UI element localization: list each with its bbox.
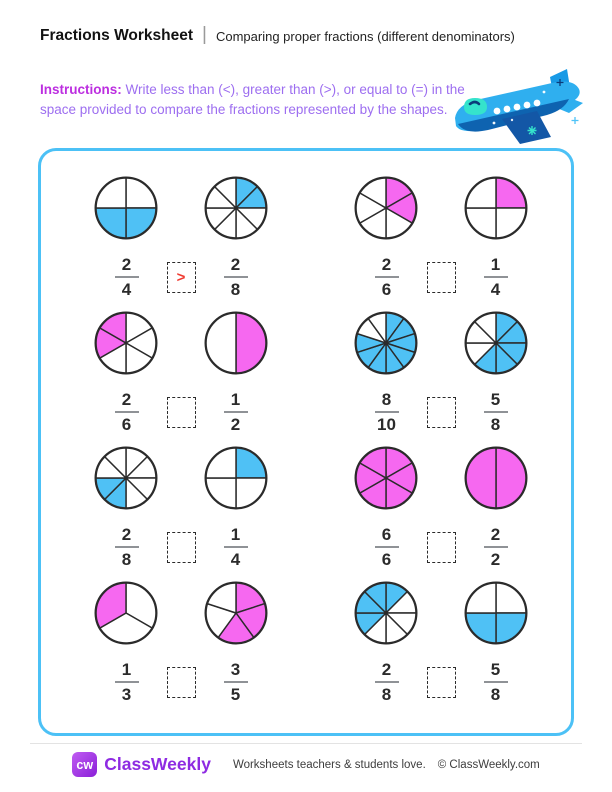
problem-cell xyxy=(51,310,311,445)
numerator: 5 xyxy=(490,660,501,679)
left-fraction xyxy=(370,391,404,433)
fraction-circles xyxy=(93,445,269,511)
numerator: 2 xyxy=(381,255,392,274)
right-pie-circle xyxy=(203,175,269,241)
fraction-bar xyxy=(375,681,399,683)
page-title: Fractions Worksheet xyxy=(40,27,194,44)
right-pie-circle xyxy=(203,310,269,376)
left-fraction xyxy=(110,256,144,298)
denominator: 5 xyxy=(230,685,241,704)
footer-copyright: © ClassWeekly.com xyxy=(437,758,540,771)
left-fraction xyxy=(370,661,404,703)
fraction-comparison-row xyxy=(110,391,253,433)
left-fraction xyxy=(110,391,144,433)
denominator: 10 xyxy=(377,415,396,434)
numerator: 3 xyxy=(230,660,241,679)
left-pie-circle xyxy=(353,580,419,646)
instructions-label: Instructions: xyxy=(40,81,122,97)
right-fraction xyxy=(479,526,513,568)
fraction-bar xyxy=(375,276,399,278)
pie-slice xyxy=(236,313,266,374)
right-fraction xyxy=(479,391,513,433)
right-fraction xyxy=(219,256,253,298)
airplane-icon xyxy=(450,68,590,158)
left-fraction xyxy=(110,661,144,703)
footer-divider xyxy=(30,743,582,744)
fraction-bar xyxy=(224,546,248,548)
right-pie-circle xyxy=(463,310,529,376)
right-pie-circle xyxy=(203,445,269,511)
fraction-comparison-row xyxy=(110,661,253,703)
classweekly-logo-icon: cw xyxy=(72,752,97,777)
page-header xyxy=(40,26,515,46)
numerator: 5 xyxy=(490,390,501,409)
numerator: 1 xyxy=(230,390,241,409)
denominator: 2 xyxy=(230,415,241,434)
right-pie-circle xyxy=(463,445,529,511)
pie-slice xyxy=(496,448,526,509)
answer-box[interactable] xyxy=(167,667,196,698)
answer-box[interactable] xyxy=(427,262,456,293)
left-pie-circle xyxy=(353,445,419,511)
numerator: 2 xyxy=(490,525,501,544)
fraction-bar xyxy=(115,411,139,413)
denominator: 6 xyxy=(381,280,392,299)
numerator: 2 xyxy=(121,255,132,274)
denominator: 8 xyxy=(490,415,501,434)
right-fraction xyxy=(219,526,253,568)
fraction-bar xyxy=(484,276,508,278)
left-pie-circle xyxy=(93,580,159,646)
denominator: 6 xyxy=(381,550,392,569)
answer-box[interactable] xyxy=(427,667,456,698)
fraction-bar xyxy=(224,411,248,413)
right-fraction xyxy=(219,661,253,703)
denominator: 4 xyxy=(230,550,241,569)
fraction-comparison-row xyxy=(110,526,253,568)
fraction-circles xyxy=(93,310,269,376)
denominator: 8 xyxy=(381,685,392,704)
numerator: 6 xyxy=(381,525,392,544)
fraction-bar xyxy=(375,546,399,548)
fraction-circles xyxy=(93,175,269,241)
left-pie-circle xyxy=(93,175,159,241)
numerator: 1 xyxy=(230,525,241,544)
right-pie-circle xyxy=(203,580,269,646)
fraction-circles xyxy=(353,310,529,376)
fraction-comparison-row xyxy=(110,256,253,298)
pie-slice xyxy=(206,313,236,374)
fraction-comparison-row xyxy=(370,391,513,433)
instructions-body: Write less than (<), greater than (>), or equal to (=) in the space provided to compare the fractions represented by the shapes. xyxy=(40,81,465,117)
page-subtitle: Comparing proper fractions (different denominators) xyxy=(215,28,515,44)
denominator: 2 xyxy=(490,550,501,569)
left-fraction xyxy=(370,526,404,568)
answer-box[interactable] xyxy=(427,532,456,563)
fraction-bar xyxy=(484,546,508,548)
denominator: 4 xyxy=(490,280,501,299)
answer-box[interactable] xyxy=(167,397,196,428)
numerator: 8 xyxy=(381,390,392,409)
denominator: 8 xyxy=(121,550,132,569)
left-fraction xyxy=(370,256,404,298)
left-pie-circle xyxy=(93,310,159,376)
denominator: 3 xyxy=(121,685,132,704)
footer-tagline: Worksheets teachers & students love. xyxy=(232,758,426,771)
worksheet-problems-panel xyxy=(38,148,574,736)
numerator: 2 xyxy=(121,390,132,409)
numerator: 1 xyxy=(490,255,501,274)
problem-cell xyxy=(311,445,571,580)
right-fraction xyxy=(479,661,513,703)
left-fraction xyxy=(110,526,144,568)
answer-box[interactable]: > xyxy=(167,262,196,293)
denominator: 8 xyxy=(490,685,501,704)
fraction-bar xyxy=(115,276,139,278)
problem-cell xyxy=(311,580,571,715)
pie-slice xyxy=(466,448,496,509)
fraction-bar xyxy=(375,411,399,413)
numerator: 1 xyxy=(121,660,132,679)
footer xyxy=(0,752,612,777)
fraction-circles xyxy=(93,580,269,646)
fraction-comparison-row xyxy=(370,526,513,568)
fraction-comparison-row xyxy=(370,661,513,703)
fraction-bar xyxy=(484,681,508,683)
fraction-circles xyxy=(353,580,529,646)
fraction-circles xyxy=(353,445,529,511)
problem-cell xyxy=(51,445,311,580)
right-fraction xyxy=(479,256,513,298)
title-separator: | xyxy=(202,24,207,45)
numerator: 2 xyxy=(381,660,392,679)
left-pie-circle xyxy=(353,175,419,241)
denominator: 8 xyxy=(230,280,241,299)
left-pie-circle xyxy=(353,310,419,376)
problem-cell xyxy=(51,175,311,310)
fraction-circles xyxy=(353,175,529,241)
problem-cell xyxy=(311,310,571,445)
answer-box[interactable] xyxy=(167,532,196,563)
numerator: 2 xyxy=(230,255,241,274)
fraction-comparison-row xyxy=(370,256,513,298)
fraction-bar xyxy=(115,681,139,683)
right-pie-circle xyxy=(463,175,529,241)
denominator: 4 xyxy=(121,280,132,299)
numerator: 2 xyxy=(121,525,132,544)
answer-box[interactable] xyxy=(427,397,456,428)
fraction-bar xyxy=(224,276,248,278)
fraction-bar xyxy=(484,411,508,413)
instructions-text xyxy=(40,80,492,121)
problem-cell xyxy=(51,580,311,715)
right-pie-circle xyxy=(463,580,529,646)
right-fraction xyxy=(219,391,253,433)
left-pie-circle xyxy=(93,445,159,511)
denominator: 6 xyxy=(121,415,132,434)
brand-name: ClassWeekly xyxy=(104,754,211,774)
fraction-bar xyxy=(224,681,248,683)
problem-cell xyxy=(311,175,571,310)
fraction-bar xyxy=(115,546,139,548)
